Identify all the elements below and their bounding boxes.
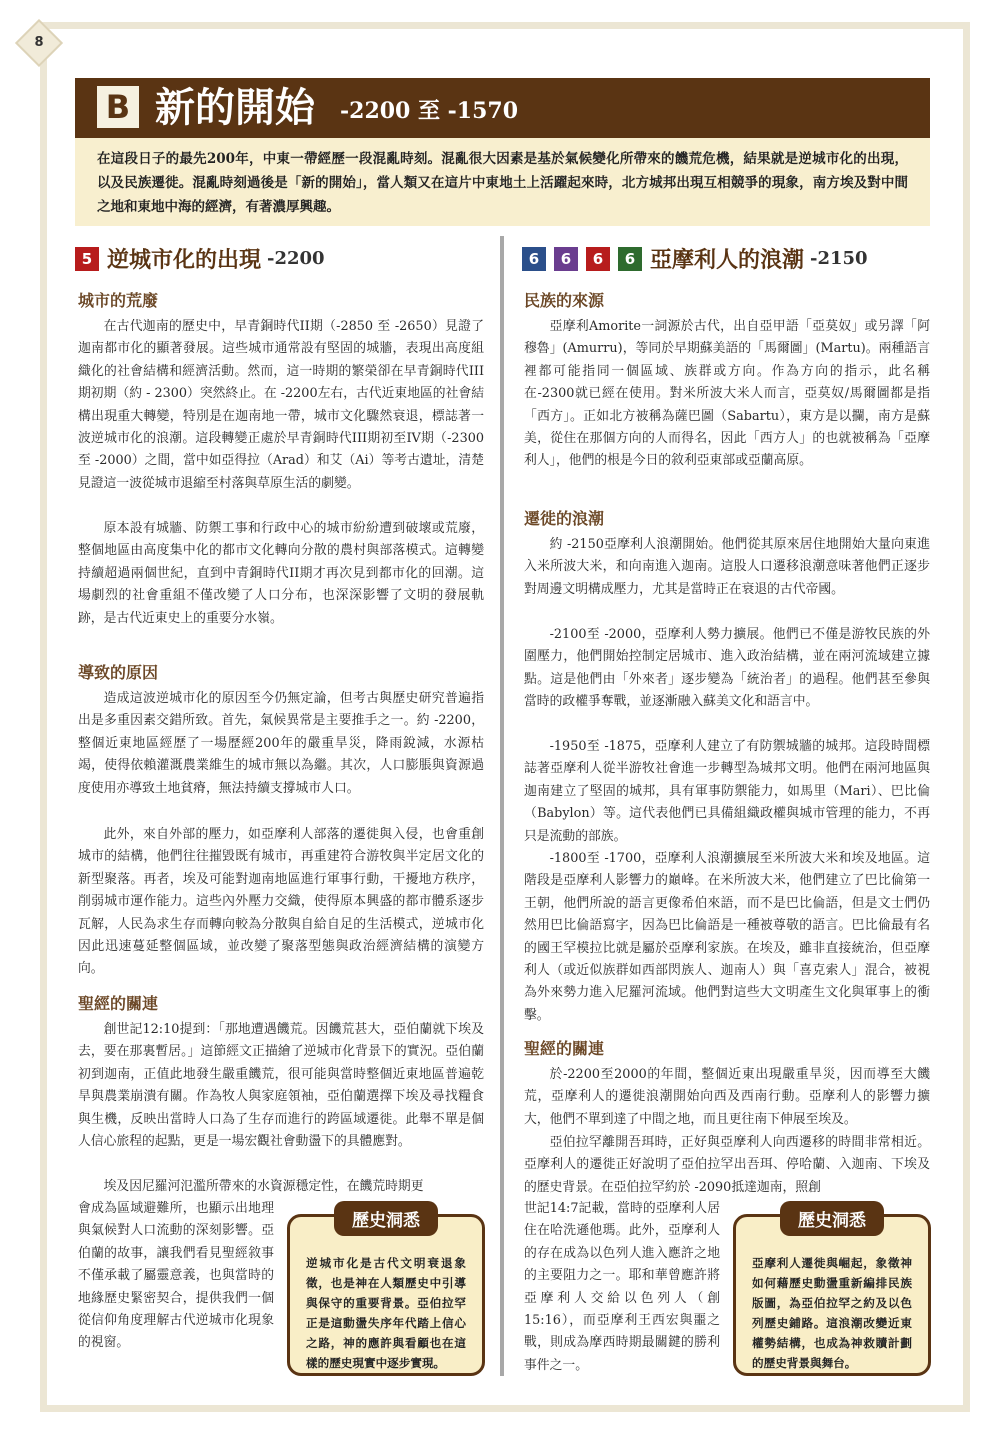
right-section-heading (522, 243, 868, 274)
left-paragraph-4: 此外，來自外部的壓力，如亞摩利人部落的遷徙與入侵，也會重創城市的結構，他們往往摧毀既有城市，再重建符合游牧與半定居文化的新型聚落。再者，埃及可能對迦南地區進行軍事行動，干擾地方秩序，削弱城市運作能力。這些內外壓力交織，使得原本興盛的都市體系逐步瓦解，人民為求生存而轉向較為分散與自給自足的生活模式，逆城市化因此迅速蔓延整個區域，並改變了聚落型態與政治經濟結構的演變方向。 (78, 827, 484, 977)
right-paragraph-5: -1800至 -1700，亞摩利人浪潮擴展至米所波大米和埃及地區。這階段是亞摩利人影響力的巔峰。在米所波大米，他們建立了巴比倫第一王朝，他們所說的語言更像希伯來語，而不是巴比倫語，但是文士們仍然用巴比倫語寫字，因為巴比倫語是一種被尊敬的語言。巴比倫最有名的國王罕模拉比就是屬於亞摩利家族。在埃及，雖非直接統治，但亞摩利人（或近似族群如西部閃族人、迦南人）與「喜克索人」混合，被視為外來勢力進入尼羅河流域。他們對這些大文明產生文化與軍事上的衝擊。 (524, 851, 930, 1023)
left-section-title: 逆城市化的出現 (107, 248, 262, 273)
right-section-title: 亞摩利人的浪潮 (650, 248, 805, 273)
left-callout-title: 歷史洞悉 (334, 1201, 438, 1236)
right-subheading-migration: 遷徙的浪潮 (524, 509, 605, 528)
left-paragraph-1: 在古代迦南的歷史中，早青銅時代II期（-2850 至 -2650）見證了迦南都市化的顯著發展。這些城市通常設有堅固的城牆，表現出高度組織化的社會結構和經濟活動。然而，這一時期的繁榮卻在早青銅時代III期初期（約 - 2300）突然終止。在 -2200左右，古代近東地區的社會結構出現重大轉變，特別是在迦南地一帶，城市文化驟然衰退，標誌著一波逆城市化的浪潮。這段轉變正處於早青銅時代III期初至IV期（-2300至 -2000）之間，當中如亞得拉（Arad）和艾（Ai）等考古遺址，清楚見證這一波從城市退縮至村落與草原生活的劇變。 (78, 319, 484, 491)
left-paragraph-3: 造成這波逆城市化的原因至今仍無定論，但考古與歷史研究普遍指出是多重因素交錯所致。首先，氣候異常是主要推手之一。約 -2200，整個近東地區經歷了一場歷經200年的嚴重旱災，降雨銳減，水源枯竭，使得依賴灌溉農業維生的城市無以為繼。其次，人口膨脹與資源過度使用亦導致土地貧瘠，無法持續支撐城市人口。 (78, 691, 484, 796)
left-subheading-ruins: 城市的荒廢 (78, 291, 159, 310)
right-paragraph-6: 於-2200至2000的年間，整個近東出現嚴重旱災，因而導至大饑荒，亞摩利人的遷徙浪潮開始向西及西南行動。亞摩利人的影響力擴大，他們不單到達了中間之地，而且更往南下伸展至埃及。 (524, 1067, 930, 1127)
right-subheading-origin: 民族的來源 (524, 291, 605, 310)
right-subheading-bible: 聖經的關連 (524, 1039, 605, 1058)
right-paragraph-1: 亞摩利Amorite一詞源於古代，出自亞甲語「亞莫奴」或另譯「阿穆魯」(Amurru)，等同於早期蘇美語的「馬爾圖」(Martu)。兩種語言裡都可能指同一個區域、族群或方向。作為方向的指示，此名稱在-2300就已經在使用。對米所波大米人而言，亞莫奴/馬爾圖都是指「西方」。正如北方被稱為薩巴圖（Sabartu），東方是以攔，南方是蘇美，從住在那個方向的人而得名，因此「西方人」的也就被稱為「亞摩利人」，他們的根是今日的敘利亞東部或亞蘭高原。 (524, 319, 930, 469)
left-section-heading (75, 243, 325, 274)
page-number: 8 (34, 35, 44, 50)
left-paragraph-6a: 埃及因尼羅河氾濫所帶來的水資源穩定性，在饑荒時期更 (103, 1179, 424, 1194)
right-callout-title: 歷史洞悉 (780, 1201, 884, 1236)
right-paragraph-7a: 亞伯拉罕離開吾珥時，正好與亞摩利人向西遷移的時間非常相近。亞摩利人的遷徙正好說明了亞伯拉罕出吾珥、停哈蘭、入迦南、下埃及的歷史背景。在亞伯拉罕約於 -2090抵達迦南，照創 (524, 1135, 930, 1195)
right-section-number-1: 6 (522, 247, 546, 271)
page-title: 新的開始 (155, 84, 315, 131)
right-section-date: -2150 (810, 248, 868, 269)
left-section-date: -2200 (267, 248, 325, 269)
left-paragraph-5: 創世記12:10提到：「那地遭遇饑荒。因饑荒甚大，亞伯蘭就下埃及去，要在那裏暫居。」這節經文正描繪了逆城市化背景下的實況。亞伯蘭初到迦南，正值此地發生嚴重饑荒，很可能與當時整個近東地區普遍乾旱與農業崩潰有關。作為牧人與家庭領袖，亞伯蘭選擇下埃及尋找糧食與生機，反映出當時人口為了生存而進行的跨區域遷徙。此舉不單是個人信心旅程的起點，更是一場宏觀社會動盪下的具體應對。 (78, 1022, 484, 1150)
left-paragraph-6b: 會成為區域避難所，也顯示出地理與氣候對人口流動的深刻影響。亞伯蘭的故事，讓我們看見聖經敘事不僅承載了屬靈意義，也與當時的地緣歷史緊密契合，提供我們一個從信仰角度理解古代逆城市化現象的視窗。 (78, 1201, 274, 1351)
right-paragraph-4: -1950至 -1875，亞摩利人建立了有防禦城牆的城邦。這段時間標誌著亞摩利人從半游牧社會進一步轉型為城邦文明。他們在兩河地區與迦南建立了堅固的城邦，具有軍事防禦能力，如馬里（Mari）、巴比倫（Babylon）等。這代表他們已具備組織政權與城市管理的能力，不再只是流動的部族。 (524, 739, 930, 844)
column-divider (500, 236, 504, 1376)
page-date-range: -2200 至 -1570 (340, 98, 519, 124)
left-subheading-causes: 導致的原因 (78, 663, 159, 682)
left-subheading-bible: 聖經的關連 (78, 994, 159, 1013)
left-section-number: 5 (75, 247, 99, 271)
right-paragraph-3: -2100至 -2000，亞摩利人勢力擴展。他們已不僅是游牧民族的外圍壓力，他們開始控制定居城市、進入政治結構，並在兩河流域建立據點。這是他們由「外來者」逐步變為「統治者」的過程。他們甚至參與當時的政權爭奪戰，並逐漸融入蘇美文化和語言中。 (524, 627, 930, 710)
left-callout-text: 逆城市化是古代文明衰退象徵，也是神在人類歷史中引導與保守的重要背景。亞伯拉罕正是這動盪失序年代踏上信心之路，神的應許與看顧也在這樣的歷史現實中逐步實現。 (306, 1256, 466, 1370)
section-letter: B (97, 86, 139, 128)
right-paragraph-7b: 世記14:7記載，當時的亞摩利人居住在哈洗遜他瑪。此外，亞摩利人的存在成為以色列人進入應許之地的主要阻力之一。耶和華曾應許將亞摩利人交給以色列人（創15:16），而亞摩利王西宏與噩之戰，則成為摩西時期最關鍵的勝利事件之一。 (524, 1201, 720, 1373)
intro-box: 在這段日子的最先200年，中東一帶經歷一段混亂時刻。混亂很大因素是基於氣候變化所帶來的饑荒危機，結果就是逆城市化的出現，以及民族遷徙。混亂時刻過後是「新的開始」，當人類又在這片中東地土上活躍起來時，北方城邦出現互相競爭的現象，南方埃及對中間之地和東地中海的經濟，有著濃厚興趣。 (75, 138, 930, 226)
right-section-number-3: 6 (586, 247, 610, 271)
right-callout-box (733, 1211, 931, 1376)
right-section-number-2: 6 (554, 247, 578, 271)
left-callout-box (287, 1211, 485, 1376)
right-section-number-4: 6 (618, 247, 642, 271)
right-paragraph-2: 約 -2150亞摩利人浪潮開始。他們從其原來居住地開始大量向東進入米所波大米，和向南進入迦南。這股人口遷移浪潮意味著他們正逐步對周邊文明構成壓力，尤其是當時正在衰退的古代帝國。 (524, 537, 930, 597)
right-callout-text: 亞摩利人遷徙與崛起，象徵神如何藉歷史動盪重新編排民族版圖，為亞伯拉罕之約及以色列歷史鋪路。這浪潮改變近東權勢結構，也成為神救贖計劃的歷史背景與舞台。 (752, 1256, 912, 1370)
left-paragraph-2: 原本設有城牆、防禦工事和行政中心的城市紛紛遭到破壞或荒廢，整個地區由高度集中化的都市文化轉向分散的農村與部落模式。這轉變持續超過兩個世紀，直到中青銅時代II期才再次見到都市化的回潮。這場劇烈的社會重組不僅改變了人口分布，也深深影響了文明的發展軌跡，是古代近東史上的重要分水嶺。 (78, 521, 484, 626)
